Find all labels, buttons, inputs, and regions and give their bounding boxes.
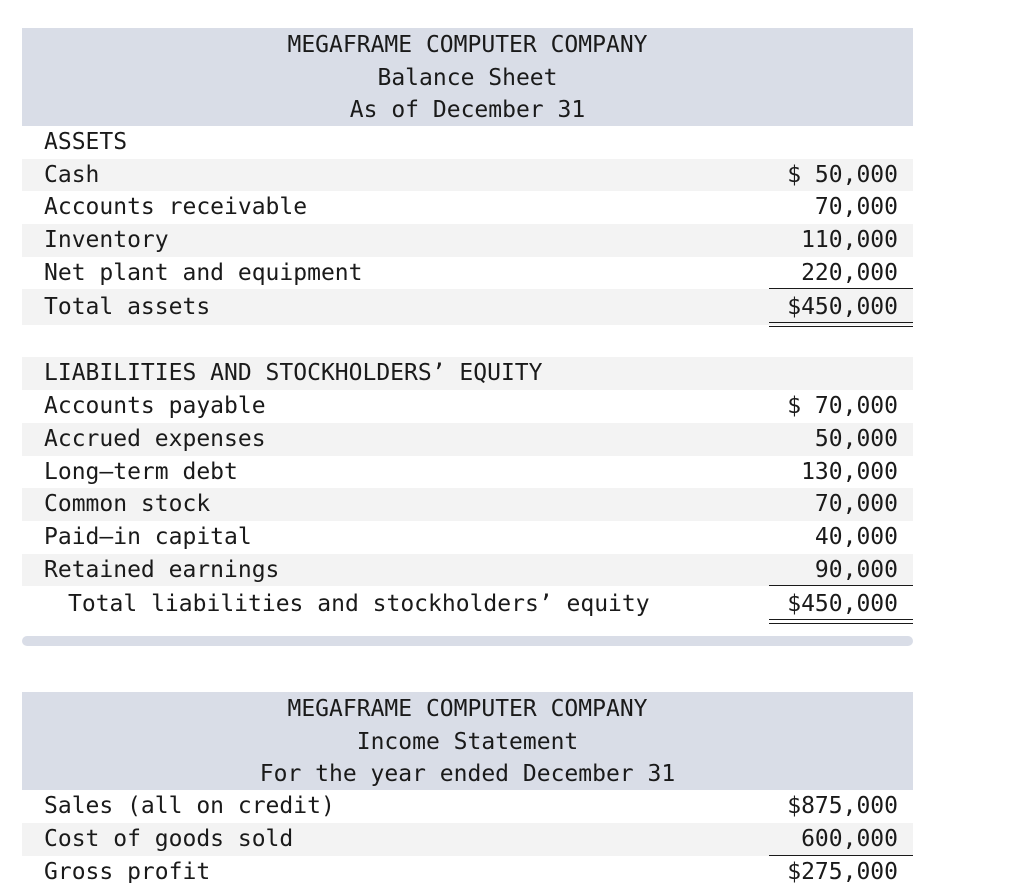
income-row-gross-profit <box>22 856 913 883</box>
income-label: Sales (all on credit) <box>44 793 335 820</box>
assets-heading: ASSETS <box>44 129 128 155</box>
total-double-rule <box>769 322 913 327</box>
liability-label: Accrued expenses <box>44 425 266 452</box>
asset-amount: 110,000 <box>801 227 898 254</box>
income-amount: $275,000 <box>787 858 898 883</box>
liability-row-longterm-debt <box>22 456 913 489</box>
statement-gap <box>22 646 913 692</box>
asset-row-cash <box>22 159 913 192</box>
income-amount: 600,000 <box>801 825 898 852</box>
total-assets-label: Total assets <box>44 294 211 321</box>
asset-amount: 220,000 <box>801 259 898 286</box>
liability-amount: 40,000 <box>814 523 898 550</box>
total-liabilities-row <box>22 586 913 622</box>
liability-amount: 90,000 <box>814 556 898 583</box>
pre-divider-space <box>22 622 913 636</box>
liabilities-heading: LIABILITIES AND STOCKHOLDERS’ EQUITY <box>44 360 543 387</box>
liability-row-common-stock <box>22 488 913 521</box>
income-statement-period: For the year ended December 31 <box>259 761 676 788</box>
liability-row-paid-in-capital <box>22 521 913 554</box>
balance-sheet-company: MEGAFRAME COMPUTER COMPANY <box>287 32 648 58</box>
asset-row-inventory <box>22 224 913 257</box>
liability-label: Paid–in capital <box>44 523 252 550</box>
asset-row-receivables <box>22 191 913 224</box>
income-row-sales <box>22 790 913 823</box>
liability-row-accrued <box>22 423 913 456</box>
income-label: Gross profit <box>44 858 211 883</box>
total-assets-row <box>22 289 913 325</box>
liability-label: Common stock <box>44 491 211 518</box>
balance-sheet-title: Balance Sheet <box>377 64 558 91</box>
balance-sheet-date: As of December 31 <box>349 97 586 123</box>
total-assets-amount: $450,000 <box>787 294 898 321</box>
asset-amount: 70,000 <box>814 194 898 221</box>
statement-divider <box>22 636 913 646</box>
total-liabilities-amount: $450,000 <box>787 591 898 618</box>
liability-amount: 70,000 <box>814 491 898 518</box>
asset-label: Cash <box>44 161 100 188</box>
income-row-cogs <box>22 823 913 856</box>
liability-amount: $ 70,000 <box>787 393 898 420</box>
income-statement-company: MEGAFRAME COMPUTER COMPANY <box>287 696 648 723</box>
asset-row-plant <box>22 257 913 290</box>
liability-label: Retained earnings <box>44 556 280 583</box>
liabilities-heading-row <box>22 357 913 390</box>
balance-sheet-header <box>22 28 913 126</box>
liability-label: Accounts payable <box>44 393 266 420</box>
liability-row-payable <box>22 390 913 423</box>
income-statement-header <box>22 692 913 790</box>
liability-amount: 130,000 <box>801 458 898 485</box>
income-label: Cost of goods sold <box>44 825 294 852</box>
liability-amount: 50,000 <box>814 425 898 452</box>
income-statement-title: Income Statement <box>356 728 579 755</box>
assets-heading-row <box>22 126 913 159</box>
asset-amount: $ 50,000 <box>787 161 898 188</box>
section-spacer <box>22 325 913 357</box>
total-double-rule <box>769 619 913 624</box>
total-liabilities-label: Total liabilities and stockholders’ equity <box>68 591 650 618</box>
asset-label: Net plant and equipment <box>44 259 363 286</box>
income-amount: $875,000 <box>787 793 898 820</box>
liability-label: Long–term debt <box>44 458 238 485</box>
asset-label: Inventory <box>44 227 169 254</box>
financial-statements <box>22 28 913 883</box>
asset-label: Accounts receivable <box>44 194 308 221</box>
liability-row-retained-earnings <box>22 554 913 587</box>
